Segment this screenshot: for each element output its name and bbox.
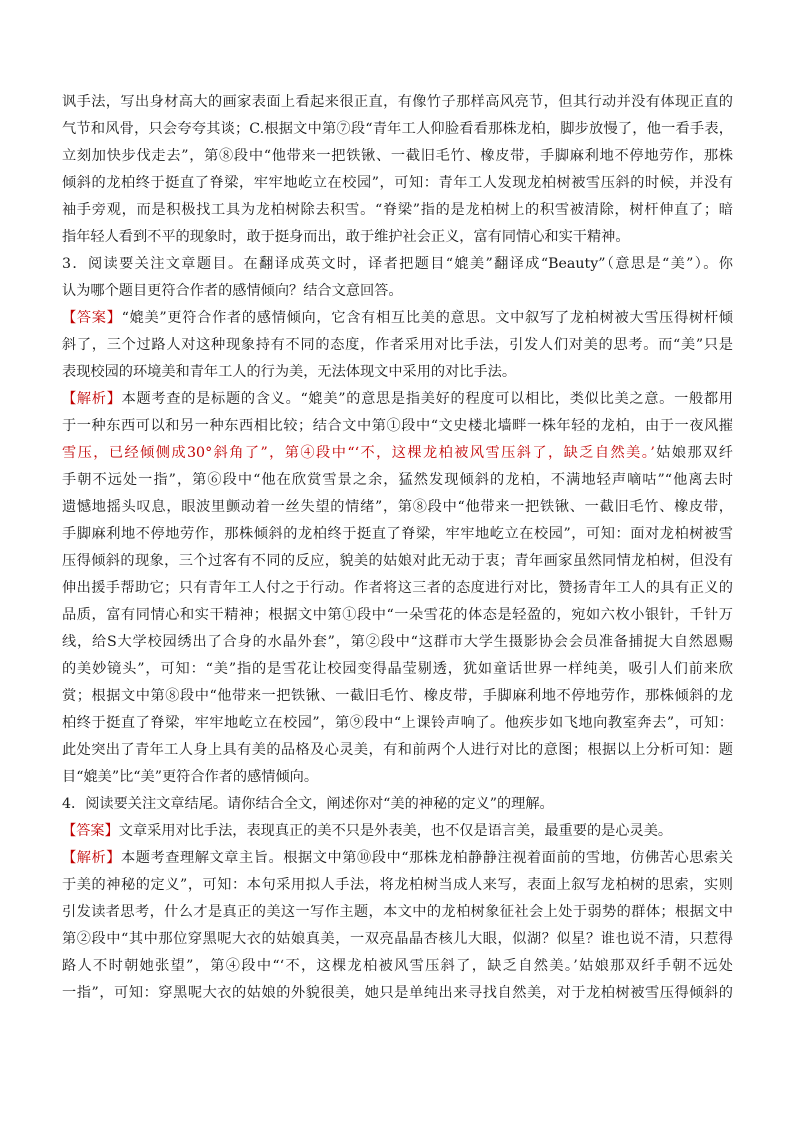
section-tag: 【答案】 bbox=[62, 823, 119, 839]
text-line bbox=[62, 521, 733, 548]
text-line bbox=[62, 845, 733, 872]
text-segment: 柏终于挺直了脊梁，牢牢地屹立在校园”，第⑨段中“上课铃声响了。他疾步如飞地向教室奔去”，可知： bbox=[62, 715, 733, 731]
text-line bbox=[62, 359, 733, 386]
text-segment: 立刻加快步伐走去”，第⑧段中“他带来一把铁锹、一截旧毛竹、橡皮带，手脚麻利地不停地劳作，那株 bbox=[62, 148, 733, 164]
text-segment: 本题考查理解文章主旨。根据文中第⑩段中“那株龙柏静静注视着面前的雪地，仿佛苦心思索关 bbox=[121, 850, 733, 866]
text-segment: 袖手旁观，而是积极找工具为龙柏树除去积雪。“脊梁”指的是龙柏树上的积雪被清除，树杆伸直了；暗 bbox=[62, 202, 733, 218]
text-segment: 引发读者思考，什么才是真正的美这一写作主题，本文中的龙柏树象征社会上处于弱势的群体；根据文中 bbox=[62, 904, 733, 920]
text-line bbox=[62, 683, 733, 710]
text-line bbox=[62, 980, 733, 1007]
text-line bbox=[62, 197, 733, 224]
text-segment: 伸出援手帮助它；只有青年工人付之于行动。作者将这三者的态度进行对比，赞扬青年工人的具有正义的 bbox=[62, 580, 733, 596]
text-line bbox=[62, 224, 733, 251]
text-segment: 讽手法，写出身材高大的画家表面上看起来很正直，有像竹子那样高风亮节，但其行动并没有体现正直的 bbox=[62, 94, 733, 110]
text-segment: 气节和风骨，只会夸夸其谈；C.根据文中第⑦段“青年工人仰脸看看那株龙柏，脚步放慢了，他一看手表， bbox=[62, 121, 733, 137]
text-line bbox=[62, 170, 733, 197]
text-line bbox=[62, 278, 733, 305]
highlighted-text: 雪压，已经倾侧成30°斜角了”，第④段中“‘不，这棵龙柏被风雪压斜了，缺乏自然美。’ bbox=[62, 445, 655, 461]
text-segment: 第②段中“其中那位穿黑呢大衣的姑娘真美，一双亮晶晶杏核儿大眼，似湖？似星？谁也说不清，只惹得 bbox=[62, 931, 733, 947]
text-line bbox=[62, 305, 733, 332]
text-segment: 指年轻人看到不平的现象时，敢于挺身而出，敢于维护社会正义，富有同情心和实干精神。 bbox=[62, 229, 630, 245]
text-segment: 遗憾地摇头叹息，眼波里颤动着一丝失望的情绪”，第⑧段中“他带来一把铁锹、一截旧毛竹、橡皮带， bbox=[62, 499, 733, 515]
text-line bbox=[62, 332, 733, 359]
text-line bbox=[62, 953, 733, 980]
text-segment: 手朝不远处一指”，第⑥段中“他在欣赏雪景之余，猛然发现倾斜的龙柏，不满地轻声嘀咕”“他离去时 bbox=[62, 472, 733, 488]
text-line bbox=[62, 818, 733, 845]
text-line bbox=[62, 872, 733, 899]
text-line bbox=[62, 548, 733, 575]
text-segment: 压得倾斜的现象，三个过客有不同的反应，貌美的姑娘对此无动于衷；青年画家虽然同情龙柏树，但没有 bbox=[62, 553, 733, 569]
text-segment: 文章采用对比手法，表现真正的美不只是外表美，也不仅是语言美，最重要的是心灵美。 bbox=[118, 823, 673, 839]
text-line bbox=[62, 791, 733, 818]
text-segment: 线，给S大学校园绣出了合身的水晶外套”，第②段中“这群市大学生摄影协会会员准备捕捉大自然恩赐 bbox=[62, 634, 733, 650]
text-line bbox=[62, 494, 733, 521]
section-tag: 【解析】 bbox=[62, 850, 121, 866]
text-segment: 本题考查的是标题的含义。“媲美”的意思是指美好的程度可以相比，类似比美之意。一般都用 bbox=[121, 391, 733, 407]
text-segment: 此处突出了青年工人身上具有美的品格及心灵美，有和前两个人进行对比的意图；根据以上分析可知：题 bbox=[62, 742, 733, 758]
text-line bbox=[62, 251, 733, 278]
text-line bbox=[62, 440, 733, 467]
text-segment: 一指”，可知：穿黑呢大衣的姑娘的外貌很美，她只是单纯出来寻找自然美，对于龙柏树被雪压得倾斜的 bbox=[62, 985, 733, 1001]
text-line bbox=[62, 737, 733, 764]
text-line bbox=[62, 467, 733, 494]
text-segment: “媲美”更符合作者的感情倾向，它含有相互比美的意思。文中叙写了龙柏树被大雪压得树杆倾 bbox=[121, 310, 733, 326]
text-segment: 品质，富有同情心和实干精神；根据文中第①段中“一朵雪花的体态是轻盈的，宛如六枚小银针，千针万 bbox=[62, 607, 733, 623]
text-segment: 目“媲美”比“美”更符合作者的感情倾向。 bbox=[62, 769, 319, 785]
text-line bbox=[62, 143, 733, 170]
text-segment: 表现校园的环境美和青年工人的行为美，无法体现文中采用的对比手法。 bbox=[62, 364, 517, 380]
text-segment: 于美的神秘的定义”，可知：本句采用拟人手法，将龙柏树当成人来写，表面上叙写龙柏树的思索，实则 bbox=[62, 877, 733, 893]
text-line bbox=[62, 926, 733, 953]
text-line bbox=[62, 116, 733, 143]
text-segment: 姑娘那双纤 bbox=[654, 445, 733, 461]
section-tag: 【答案】 bbox=[62, 310, 122, 326]
text-segment: 路人不时朝她张望”，第④段中“‘不，这棵龙柏被风雪压斜了，缺乏自然美。’姑娘那双纤手朝不远处 bbox=[62, 958, 733, 974]
section-tag: 【解析】 bbox=[62, 391, 122, 407]
text-segment: 赏；根据文中第⑧段中“他带来一把铁锹、一截旧毛竹、橡皮带，手脚麻利地不停地劳作，那株倾斜的龙 bbox=[62, 688, 733, 704]
text-segment: 倾斜的龙柏终于挺直了脊梁，牢牢地屹立在校园”，可知：青年工人发现龙柏树被雪压斜的时候，并没有 bbox=[62, 175, 733, 191]
text-segment: 4．阅读要关注文章结尾。请你结合全文，阐述你对“美的神秘的定义”的理解。 bbox=[62, 796, 554, 812]
text-line bbox=[62, 89, 733, 116]
text-line bbox=[62, 656, 733, 683]
text-segment: 认为哪个题目更符合作者的感情倾向？结合文意回答。 bbox=[62, 283, 403, 299]
text-line bbox=[62, 629, 733, 656]
text-line bbox=[62, 575, 733, 602]
text-line bbox=[62, 899, 733, 926]
text-segment: 手脚麻利地不停地劳作，那株倾斜的龙柏终于挺直了脊梁，牢牢地屹立在校园”，可知：面对龙柏树被雪 bbox=[62, 526, 733, 542]
text-segment: 3．阅读要关注文章题目。在翻译成英文时，译者把题目“媲美”翻译成“Beauty”（意思是“美”）。你 bbox=[62, 256, 733, 272]
text-segment: 的美妙镜头”，可知：“美”指的是雪花让校园变得晶莹剔透，犹如童话世界一样纯美，吸引人们前来欣 bbox=[62, 661, 733, 677]
text-line bbox=[62, 710, 733, 737]
text-line bbox=[62, 764, 733, 791]
text-segment: 于一种东西可以和另一种东西相比较；结合文中第①段中“文史楼北墙畔一株年轻的龙柏，由于一夜风摧 bbox=[62, 418, 733, 434]
text-segment: 斜了，三个过路人对这种现象持有不同的态度，作者采用对比手法，引发人们对美的思考。而“美”只是 bbox=[62, 337, 733, 353]
text-line bbox=[62, 386, 733, 413]
text-line bbox=[62, 602, 733, 629]
document-page bbox=[62, 89, 733, 1007]
text-line bbox=[62, 413, 733, 440]
